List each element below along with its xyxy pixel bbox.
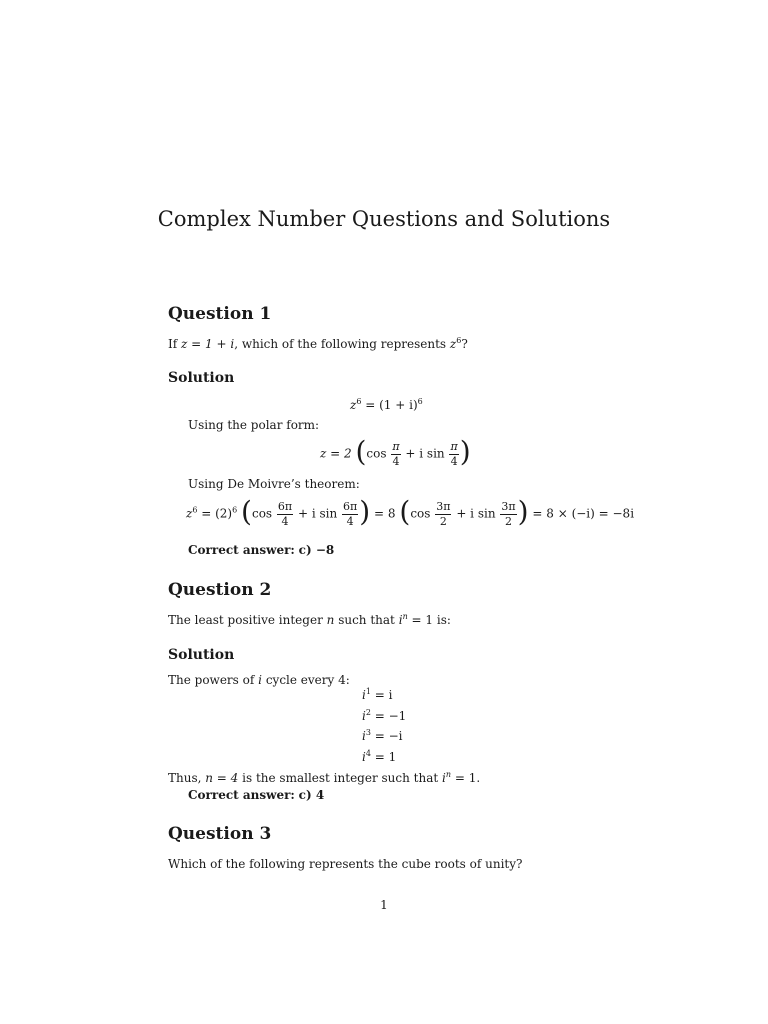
question-2-heading: Question 2 — [168, 580, 272, 600]
question-2-conclusion: Thus, n = 4 is the smallest integer such that $i^n = 1$. — [168, 770, 481, 785]
page-number: 1 — [380, 898, 388, 912]
question-1-equation-1: $z^6 = (1 + i)^6$ — [350, 397, 423, 412]
question-3-prompt: Which of the following represents the cube roots of unity? — [168, 857, 523, 871]
question-1-demoivre-intro: Using De Moivre’s theorem: — [188, 477, 360, 491]
question-2-solution-heading: Solution — [168, 647, 235, 663]
question-1-polar-equation: z = 2 (cos $\frac{\pi}{4}$ + i sin $\frac{\pi}{4}$ ) — [320, 435, 471, 468]
question-2-correct-answer: Correct answer: c) 4 — [188, 788, 325, 802]
question-1-polar-intro: Using the polar form: — [188, 418, 320, 432]
question-2-prompt: The least positive integer n such that $i^n = 1$ is: — [168, 612, 451, 627]
question-2-power-2: $i^2 = -1$ — [362, 708, 407, 723]
question-3-heading: Question 3 — [168, 824, 272, 844]
question-1-solution-heading: Solution — [168, 370, 235, 386]
question-1-correct-answer: Correct answer: c) −8 — [188, 543, 335, 557]
question-2-cycle-text: The powers of i cycle every 4: — [168, 673, 350, 687]
question-2-power-3: $i^3 = -i$ — [362, 728, 403, 743]
question-1-demoivre-equation: $z^6 = (2)^6$ (cos $\frac{6\pi}{4}$ + i sin $\frac{6\pi}{4}$ ) = 8 (cos $\frac{3\pi}{2}$ + i sin $\frac{3\pi}{2}$ ) = 8 × (−i) = −8i — [186, 495, 635, 528]
page-title: Complex Number Questions and Solutions — [157, 207, 611, 231]
question-1-heading: Question 1 — [168, 304, 272, 324]
question-1-prompt: If z = 1 + i, which of the following represents $z^6$? — [168, 336, 468, 351]
question-2-power-4: $i^4 = 1$ — [362, 749, 397, 764]
question-2-power-1: $i^1 = i$ — [362, 687, 393, 702]
